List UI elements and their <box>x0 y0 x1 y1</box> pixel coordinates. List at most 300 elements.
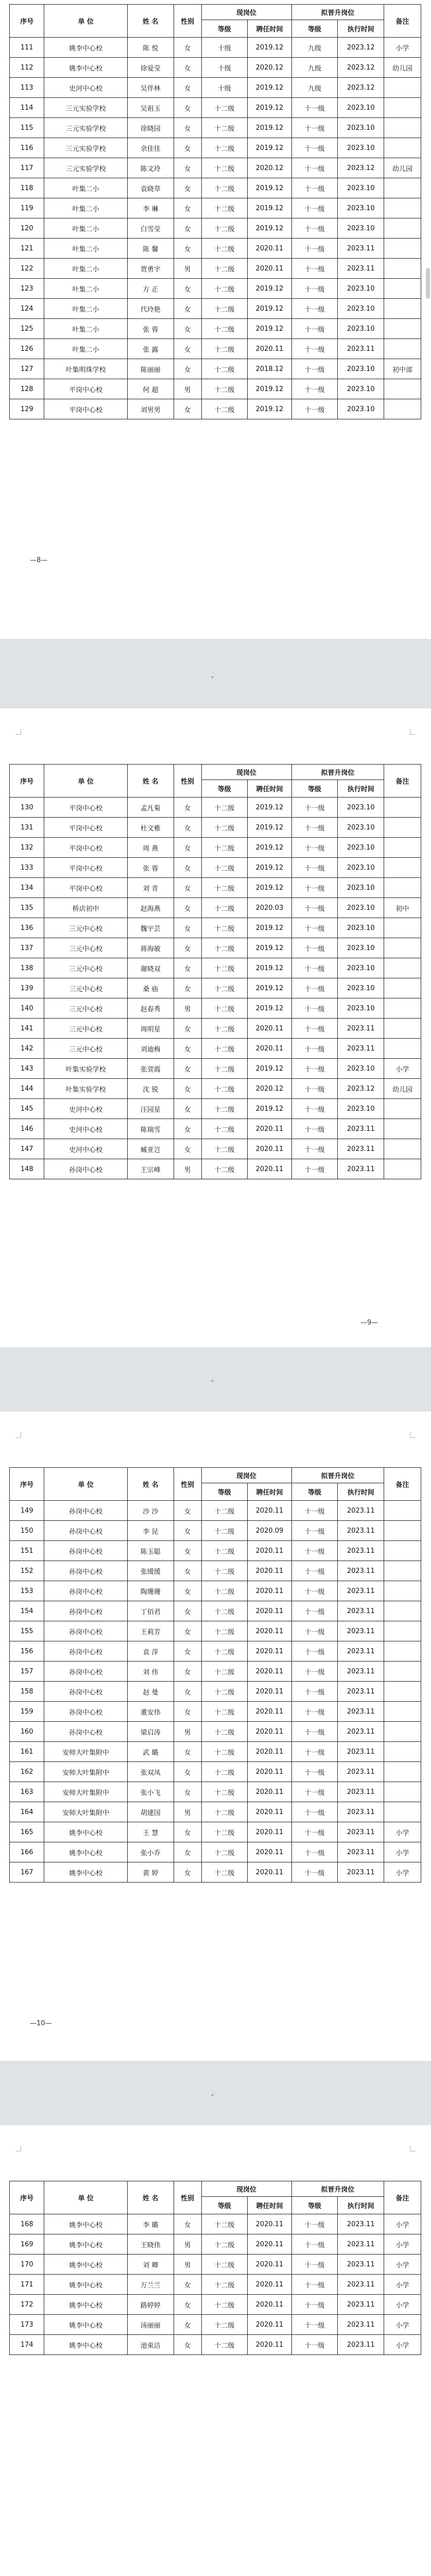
cell-unit: 三元中心校 <box>44 918 128 938</box>
cell-unit: 姚李中心校 <box>44 2255 128 2275</box>
cell-sex: 女 <box>174 1782 201 1802</box>
cell-note <box>384 339 421 359</box>
cell-note <box>384 798 421 818</box>
cell-sex: 女 <box>174 1662 201 1682</box>
cell-name: 周 燕 <box>127 838 174 858</box>
header-sex: 性别 <box>174 1468 201 1501</box>
cell-exec-time: 2023.10 <box>338 918 384 938</box>
cell-current-level: 十二级 <box>201 878 248 898</box>
cell-sex: 女 <box>174 1059 201 1079</box>
vertical-scrollbar[interactable] <box>426 268 430 299</box>
cell-unit: 姚李中心校 <box>44 2315 128 2335</box>
cell-unit: 平岗中心校 <box>44 379 128 399</box>
header-row-top <box>10 1468 421 1483</box>
cell-unit: 三元实验学校 <box>44 118 128 138</box>
cell-note: 幼儿园 <box>384 58 421 78</box>
cell-sex: 女 <box>174 1019 201 1039</box>
cell-exec-time: 2023.10 <box>338 858 384 878</box>
cell-proposed-level: 十一级 <box>291 198 338 218</box>
cell-proposed-level: 十一级 <box>291 1641 338 1662</box>
header-proposed-post: 拟晋升岗位 <box>291 1468 384 1483</box>
cell-exec-time: 2023.11 <box>338 1019 384 1039</box>
cell-current-level: 十二级 <box>201 198 248 218</box>
header-current-time: 聘任时间 <box>248 2197 291 2214</box>
cell-name: 代玲艳 <box>127 299 174 319</box>
table-row <box>10 1822 421 1842</box>
cell-current-time: 2020.11 <box>248 1601 291 1621</box>
table-row <box>10 838 421 858</box>
cell-no: 134 <box>10 878 44 898</box>
cell-exec-time: 2023.11 <box>338 1641 384 1662</box>
cell-no: 163 <box>10 1782 44 1802</box>
cell-unit: 史河中心校 <box>44 78 128 98</box>
cell-sex: 女 <box>174 1541 201 1561</box>
cell-current-time: 2019.12 <box>248 1099 291 1119</box>
cell-exec-time: 2023.11 <box>338 1662 384 1682</box>
table-row <box>10 918 421 938</box>
table-row <box>10 58 421 78</box>
cell-exec-time: 2023.11 <box>338 1561 384 1581</box>
table-row <box>10 1099 421 1119</box>
cell-current-level: 十二级 <box>201 1019 248 1039</box>
cell-name: 丁佰君 <box>127 1601 174 1621</box>
cell-current-time: 2020.11 <box>248 2295 291 2315</box>
cell-current-level: 十二级 <box>201 339 248 359</box>
cell-current-time: 2019.12 <box>248 319 291 339</box>
cell-name: 张小飞 <box>127 1782 174 1802</box>
roster-table-1 <box>9 4 421 419</box>
cell-current-time: 2020.11 <box>248 1702 291 1722</box>
cell-exec-time: 2023.10 <box>338 379 384 399</box>
cell-unit: 平岗中心校 <box>44 399 128 419</box>
cell-proposed-level: 十一级 <box>291 878 338 898</box>
cell-current-time: 2019.12 <box>248 299 291 319</box>
cell-no: 169 <box>10 2234 44 2255</box>
cell-current-level: 十二级 <box>201 1059 248 1079</box>
cell-no: 166 <box>10 1842 44 1862</box>
cell-sex: 女 <box>174 118 201 138</box>
cell-no: 158 <box>10 1682 44 1702</box>
cell-no: 153 <box>10 1581 44 1601</box>
cell-name: 张 蓉 <box>127 319 174 339</box>
cell-name: 董安伟 <box>127 1702 174 1722</box>
header-current-time: 聘任时间 <box>248 1483 291 1501</box>
header-note: 备注 <box>384 1468 421 1501</box>
cell-unit: 叶集明珠学校 <box>44 359 128 379</box>
cell-proposed-level: 十一级 <box>291 958 338 978</box>
cell-note: 幼儿园 <box>384 158 421 178</box>
header-unit: 单 位 <box>44 2181 128 2214</box>
cell-exec-time: 2023.11 <box>338 259 384 279</box>
cell-proposed-level: 十一级 <box>291 2214 338 2234</box>
cell-exec-time: 2023.11 <box>338 1782 384 1802</box>
cell-no: 133 <box>10 858 44 878</box>
cell-current-time: 2020.11 <box>248 1119 291 1139</box>
cell-proposed-level: 十一级 <box>291 1662 338 1682</box>
cell-unit: 叶集二小 <box>44 218 128 239</box>
cell-note <box>384 1601 421 1621</box>
cell-proposed-level: 十一级 <box>291 239 338 259</box>
cell-exec-time: 2023.10 <box>338 878 384 898</box>
cell-no: 154 <box>10 1601 44 1621</box>
cell-no: 144 <box>10 1079 44 1099</box>
cell-name: 李 琳 <box>127 198 174 218</box>
cell-unit: 叶集实验学校 <box>44 1079 128 1099</box>
cell-note <box>384 1762 421 1782</box>
cell-name: 孟凡菊 <box>127 798 174 818</box>
header-sex: 性别 <box>174 765 201 798</box>
page-break-mark-3: ▾ <box>211 2093 214 2098</box>
cell-no: 148 <box>10 1159 44 1179</box>
cell-current-time: 2020.11 <box>248 2315 291 2335</box>
header-proposed-post: 拟晋升岗位 <box>291 765 384 780</box>
cell-current-level: 十二级 <box>201 1159 248 1179</box>
cell-unit: 姚李中心校 <box>44 2214 128 2234</box>
table-row <box>10 1641 421 1662</box>
corner-mark-left <box>15 1432 21 1438</box>
cell-sex: 女 <box>174 38 201 58</box>
cell-unit: 平岗中心校 <box>44 798 128 818</box>
header-proposed-post: 拟晋升岗位 <box>291 5 384 20</box>
cell-exec-time: 2023.11 <box>338 1822 384 1842</box>
cell-current-time: 2019.12 <box>248 978 291 998</box>
cell-current-time: 2020.12 <box>248 58 291 78</box>
cell-sex: 女 <box>174 2335 201 2355</box>
cell-exec-time: 2023.11 <box>338 2255 384 2275</box>
cell-name: 赵 曼 <box>127 1682 174 1702</box>
cell-exec-time: 2023.10 <box>338 898 384 918</box>
cell-current-time: 2019.12 <box>248 138 291 158</box>
cell-current-level: 十二级 <box>201 1561 248 1581</box>
cell-exec-time: 2023.10 <box>338 958 384 978</box>
cell-current-level: 十二级 <box>201 399 248 419</box>
cell-current-time: 2019.12 <box>248 798 291 818</box>
cell-proposed-level: 十一级 <box>291 1581 338 1601</box>
cell-no: 127 <box>10 359 44 379</box>
cell-name: 刘迪梅 <box>127 1039 174 1059</box>
cell-unit: 孙岗中心校 <box>44 1662 128 1682</box>
cell-sex: 女 <box>174 58 201 78</box>
cell-note <box>384 1561 421 1581</box>
cell-no: 131 <box>10 818 44 838</box>
cell-no: 122 <box>10 259 44 279</box>
cell-unit: 三元实验学校 <box>44 98 128 118</box>
header-note: 备注 <box>384 2181 421 2214</box>
cell-sex: 女 <box>174 1581 201 1601</box>
cell-name: 杜文雅 <box>127 818 174 838</box>
cell-name: 桑 庙 <box>127 978 174 998</box>
cell-current-level: 十二级 <box>201 1722 248 1742</box>
cell-current-time: 2019.12 <box>248 218 291 239</box>
cell-proposed-level: 十一级 <box>291 259 338 279</box>
table-row <box>10 1159 421 1179</box>
cell-no: 142 <box>10 1039 44 1059</box>
cell-unit: 姚李中心校 <box>44 2295 128 2315</box>
cell-current-time: 2019.12 <box>248 98 291 118</box>
cell-current-time: 2020.11 <box>248 1159 291 1179</box>
cell-name: 陈瑞雪 <box>127 1119 174 1139</box>
cell-current-level: 十二级 <box>201 259 248 279</box>
cell-name: 陈丽丽 <box>127 359 174 379</box>
cell-current-level: 十二级 <box>201 1742 248 1762</box>
cell-note <box>384 838 421 858</box>
cell-note: 初中 <box>384 898 421 918</box>
header-no: 序号 <box>10 2181 44 2214</box>
cell-exec-time: 2023.10 <box>338 1059 384 1079</box>
cell-proposed-level: 十一级 <box>291 798 338 818</box>
cell-note <box>384 1099 421 1119</box>
cell-no: 123 <box>10 279 44 299</box>
table-row <box>10 1119 421 1139</box>
cell-current-level: 十二级 <box>201 2234 248 2255</box>
cell-note <box>384 1682 421 1702</box>
cell-current-level: 十二级 <box>201 898 248 918</box>
table-row <box>10 858 421 878</box>
cell-current-level: 十二级 <box>201 239 248 259</box>
page-number-2: —9— <box>360 1319 378 1327</box>
header-unit: 单 位 <box>44 765 128 798</box>
cell-proposed-level: 十一级 <box>291 1782 338 1802</box>
table-row <box>10 1039 421 1059</box>
cell-current-time: 2020.11 <box>248 1722 291 1742</box>
cell-current-time: 2020.11 <box>248 1842 291 1862</box>
roster-table-4 <box>9 2181 421 2355</box>
cell-sex: 女 <box>174 1601 201 1621</box>
cell-no: 139 <box>10 978 44 998</box>
table-row <box>10 299 421 319</box>
header-unit: 单 位 <box>44 5 128 38</box>
cell-sex: 女 <box>174 2275 201 2295</box>
header-proposed-level: 等级 <box>291 780 338 798</box>
cell-name: 白雪莹 <box>127 218 174 239</box>
cell-current-level: 十二级 <box>201 1501 248 1521</box>
cell-sex: 男 <box>174 259 201 279</box>
cell-current-level: 十二级 <box>201 1119 248 1139</box>
cell-name: 周明星 <box>127 1019 174 1039</box>
cell-note <box>384 858 421 878</box>
cell-current-time: 2019.12 <box>248 938 291 958</box>
cell-current-level: 十二级 <box>201 299 248 319</box>
cell-no: 135 <box>10 898 44 918</box>
cell-sex: 女 <box>174 98 201 118</box>
cell-sex: 女 <box>174 798 201 818</box>
table-row <box>10 1762 421 1782</box>
cell-name: 李 璐 <box>127 2214 174 2234</box>
table-row <box>10 2295 421 2315</box>
table-row <box>10 339 421 359</box>
cell-no: 171 <box>10 2275 44 2295</box>
cell-note <box>384 399 421 419</box>
cell-current-level: 十二级 <box>201 218 248 239</box>
cell-no: 113 <box>10 78 44 98</box>
cell-name: 武 璐 <box>127 1742 174 1762</box>
cell-exec-time: 2023.10 <box>338 838 384 858</box>
cell-proposed-level: 十一级 <box>291 1601 338 1621</box>
cell-name: 刘 卿 <box>127 2255 174 2275</box>
table-row <box>10 1802 421 1822</box>
cell-proposed-level: 十一级 <box>291 1722 338 1742</box>
table-row <box>10 1842 421 1862</box>
cell-current-time: 2020.11 <box>248 2335 291 2355</box>
cell-no: 155 <box>10 1621 44 1641</box>
cell-sex: 女 <box>174 1501 201 1521</box>
cell-exec-time: 2023.11 <box>338 1501 384 1521</box>
cell-exec-time: 2023.11 <box>338 1742 384 1762</box>
table-row <box>10 998 421 1019</box>
cell-proposed-level: 十一级 <box>291 299 338 319</box>
header-sex: 性别 <box>174 2181 201 2214</box>
cell-current-time: 2020.11 <box>248 1822 291 1842</box>
cell-current-time: 2019.12 <box>248 198 291 218</box>
cell-exec-time: 2023.10 <box>338 118 384 138</box>
cell-proposed-level: 十一级 <box>291 998 338 1019</box>
cell-current-time: 2020.11 <box>248 1501 291 1521</box>
table-row <box>10 399 421 419</box>
cell-no: 116 <box>10 138 44 158</box>
header-current-level: 等级 <box>201 20 248 38</box>
cell-current-time: 2019.12 <box>248 958 291 978</box>
cell-current-level: 十二级 <box>201 1541 248 1561</box>
cell-exec-time: 2023.10 <box>338 218 384 239</box>
cell-note <box>384 1742 421 1762</box>
cell-exec-time: 2023.11 <box>338 2335 384 2355</box>
cell-current-level: 十二级 <box>201 118 248 138</box>
table-row <box>10 1019 421 1039</box>
table-row <box>10 2234 421 2255</box>
cell-exec-time: 2023.12 <box>338 78 384 98</box>
cell-no: 145 <box>10 1099 44 1119</box>
cell-note <box>384 178 421 198</box>
cell-exec-time: 2023.11 <box>338 339 384 359</box>
cell-current-time: 2019.12 <box>248 1059 291 1079</box>
cell-name: 王莉芳 <box>127 1621 174 1641</box>
cell-proposed-level: 十一级 <box>291 1541 338 1561</box>
cell-sex: 女 <box>174 359 201 379</box>
cell-note <box>384 98 421 118</box>
cell-exec-time: 2023.11 <box>338 1862 384 1883</box>
cell-sex: 女 <box>174 158 201 178</box>
table-row <box>10 1782 421 1802</box>
cell-no: 168 <box>10 2214 44 2234</box>
cell-unit: 安师大叶集附中 <box>44 1742 128 1762</box>
cell-exec-time: 2023.10 <box>338 818 384 838</box>
cell-current-time: 2020.11 <box>248 1782 291 1802</box>
header-no: 序号 <box>10 765 44 798</box>
cell-current-level: 十二级 <box>201 319 248 339</box>
cell-current-time: 2019.12 <box>248 818 291 838</box>
cell-sex: 女 <box>174 838 201 858</box>
cell-unit: 叶集二小 <box>44 319 128 339</box>
cell-no: 161 <box>10 1742 44 1762</box>
cell-exec-time: 2023.10 <box>338 998 384 1019</box>
cell-proposed-level: 十一级 <box>291 2275 338 2295</box>
cell-current-level: 十二级 <box>201 98 248 118</box>
cell-current-level: 十二级 <box>201 1702 248 1722</box>
cell-name: 刘男男 <box>127 399 174 419</box>
header-proposed-level: 等级 <box>291 1483 338 1501</box>
cell-note <box>384 319 421 339</box>
cell-proposed-level: 十一级 <box>291 918 338 938</box>
cell-exec-time: 2023.10 <box>338 138 384 158</box>
cell-note <box>384 1119 421 1139</box>
cell-unit: 姚李中心校 <box>44 1842 128 1862</box>
table-row <box>10 138 421 158</box>
table-row <box>10 1561 421 1581</box>
cell-no: 162 <box>10 1762 44 1782</box>
table-row <box>10 218 421 239</box>
cell-current-level: 十二级 <box>201 178 248 198</box>
table-row <box>10 1862 421 1883</box>
cell-current-time: 2019.12 <box>248 399 291 419</box>
cell-no: 117 <box>10 158 44 178</box>
cell-note <box>384 958 421 978</box>
cell-proposed-level: 十一级 <box>291 319 338 339</box>
cell-sex: 女 <box>174 978 201 998</box>
table-row <box>10 1581 421 1601</box>
cell-proposed-level: 九级 <box>291 58 338 78</box>
cell-current-level: 十二级 <box>201 1581 248 1601</box>
cell-sex: 女 <box>174 239 201 259</box>
cell-proposed-level: 十一级 <box>291 1159 338 1179</box>
cell-exec-time: 2023.11 <box>338 1601 384 1621</box>
header-current-level: 等级 <box>201 780 248 798</box>
cell-unit: 孙岗中心校 <box>44 1561 128 1581</box>
cell-exec-time: 2023.11 <box>338 1802 384 1822</box>
cell-unit: 三元实验学校 <box>44 158 128 178</box>
header-no: 序号 <box>10 1468 44 1501</box>
cell-name: 沈 锐 <box>127 1079 174 1099</box>
cell-note <box>384 998 421 1019</box>
cell-current-level: 十二级 <box>201 2255 248 2275</box>
cell-exec-time: 2023.11 <box>338 1762 384 1782</box>
cell-exec-time: 2023.10 <box>338 178 384 198</box>
cell-exec-time: 2023.10 <box>338 798 384 818</box>
cell-unit: 姚李中心校 <box>44 1862 128 1883</box>
cell-name: 徐晓园 <box>127 118 174 138</box>
table-row <box>10 118 421 138</box>
cell-current-time: 2019.12 <box>248 279 291 299</box>
cell-sex: 男 <box>174 1722 201 1742</box>
cell-exec-time: 2023.11 <box>338 1521 384 1541</box>
cell-note: 小学 <box>384 1822 421 1842</box>
cell-sex: 女 <box>174 958 201 978</box>
cell-unit: 史河中心校 <box>44 1139 128 1159</box>
cell-unit: 平岗中心校 <box>44 818 128 838</box>
cell-name: 王宗峰 <box>127 1159 174 1179</box>
cell-proposed-level: 十一级 <box>291 2315 338 2335</box>
cell-current-level: 十二级 <box>201 858 248 878</box>
cell-current-level: 十级 <box>201 58 248 78</box>
cell-no: 129 <box>10 399 44 419</box>
cell-current-time: 2019.12 <box>248 178 291 198</box>
cell-current-level: 十二级 <box>201 1802 248 1822</box>
cell-note <box>384 239 421 259</box>
cell-current-time: 2020.11 <box>248 1762 291 1782</box>
cell-note: 小学 <box>384 2335 421 2355</box>
header-note: 备注 <box>384 5 421 38</box>
cell-unit: 叶集二小 <box>44 239 128 259</box>
cell-no: 157 <box>10 1662 44 1682</box>
cell-note <box>384 1521 421 1541</box>
cell-name: 贾勇宇 <box>127 259 174 279</box>
cell-sex: 女 <box>174 399 201 419</box>
cell-current-time: 2020.11 <box>248 239 291 259</box>
cell-unit: 姚李中心校 <box>44 2275 128 2295</box>
cell-sex: 女 <box>174 2315 201 2335</box>
page-break-mark-1: ▾ <box>211 675 214 681</box>
table-row <box>10 2255 421 2275</box>
cell-exec-time: 2023.12 <box>338 158 384 178</box>
